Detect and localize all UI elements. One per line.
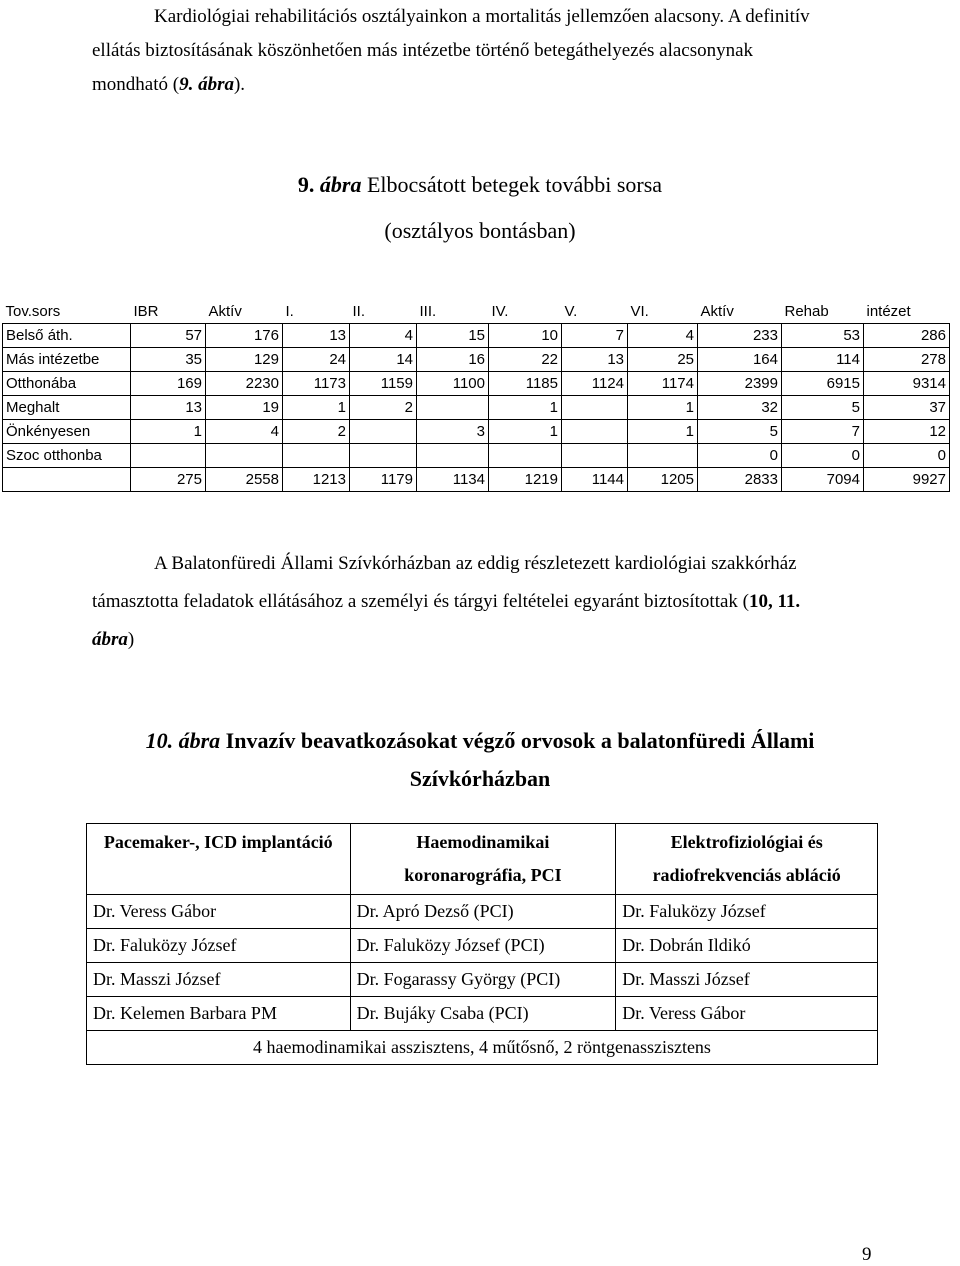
- table-cell: 25: [628, 348, 698, 372]
- fig9-label: ábra: [319, 172, 362, 197]
- table-cell: 2558: [206, 468, 283, 492]
- table-cell: Dr. Masszi József: [616, 963, 878, 997]
- table-cell: 278: [864, 348, 950, 372]
- table-cell: 53: [782, 324, 864, 348]
- table-cell: 32: [698, 396, 782, 420]
- table-cell: Dr. Kelemen Barbara PM: [87, 997, 351, 1031]
- row-label: Otthonába: [3, 372, 131, 396]
- table-cell: Dr. Veress Gábor: [87, 895, 351, 929]
- table-cell: 24: [283, 348, 350, 372]
- table-cell: 0: [782, 444, 864, 468]
- table-cell: [350, 444, 417, 468]
- fig10-title: Invazív beavatkozásokat végző orvosok a balatonfüredi Állami: [225, 728, 815, 753]
- table-cell: [628, 444, 698, 468]
- table-cell: 12: [864, 420, 950, 444]
- table-cell: 169: [131, 372, 206, 396]
- row-label: Önkényesen: [3, 420, 131, 444]
- table-cell: 1: [283, 396, 350, 420]
- row-label: Szoc otthonba: [3, 444, 131, 468]
- header-haemo-l2: koronarográfia, PCI: [404, 865, 562, 885]
- fig9-number: 9.: [297, 172, 315, 197]
- table-cell: 1100: [417, 372, 489, 396]
- table-cell: 1144: [562, 468, 628, 492]
- table-cell: 9314: [864, 372, 950, 396]
- table-cell: 9927: [864, 468, 950, 492]
- table-row: [3, 468, 950, 492]
- table1-header-row: [3, 300, 950, 324]
- table-cell: Dr. Fogarassy György (PCI): [350, 963, 616, 997]
- row-label: Belső áth.: [3, 324, 131, 348]
- table-cell: Dr. Veress Gábor: [616, 997, 878, 1031]
- table-cell: 57: [131, 324, 206, 348]
- column-header: III.: [419, 303, 437, 320]
- fig-reference-numbers: 10, 11.: [748, 591, 801, 612]
- table-cell: 2230: [206, 372, 283, 396]
- table-cell: 5: [698, 420, 782, 444]
- table-row: [87, 895, 878, 929]
- column-header: Tov.sors: [5, 303, 61, 320]
- fig9-caption: [0, 172, 960, 198]
- table2-footer-row: [87, 1031, 878, 1065]
- table-cell: 1213: [283, 468, 350, 492]
- header-haemo-l1: Haemodinamikai: [416, 832, 550, 852]
- table-cell: [562, 396, 628, 420]
- table-cell: 1: [489, 396, 562, 420]
- intro-line-3-end: ).: [233, 74, 246, 95]
- paragraph-2: [92, 545, 892, 659]
- fig-reference-label: ábra: [92, 629, 128, 650]
- column-header: IBR: [133, 303, 159, 320]
- table-cell: 2399: [698, 372, 782, 396]
- row-label: Meghalt: [3, 396, 131, 420]
- table-cell: 22: [489, 348, 562, 372]
- table-cell: 176: [206, 324, 283, 348]
- table-cell: [350, 420, 417, 444]
- table-cell: 1124: [562, 372, 628, 396]
- fig10-label: ábra: [178, 728, 221, 753]
- page-number: 9: [862, 1244, 872, 1265]
- table-cell: Dr. Apró Dezső (PCI): [350, 895, 616, 929]
- table-cell: 275: [131, 468, 206, 492]
- table-cell: 2: [350, 396, 417, 420]
- intro-line-3-text: mondható (: [92, 74, 180, 95]
- table-cell: 114: [782, 348, 864, 372]
- table-cell: [206, 444, 283, 468]
- table-cell: 4: [628, 324, 698, 348]
- table-cell: 1205: [628, 468, 698, 492]
- table-cell: [417, 444, 489, 468]
- table-cell: 4: [350, 324, 417, 348]
- table-cell: 129: [206, 348, 283, 372]
- table-row: [3, 324, 950, 348]
- table-row: [87, 929, 878, 963]
- table-cell: 2833: [698, 468, 782, 492]
- table-row: [87, 963, 878, 997]
- table-cell: Dr. Faluközy József (PCI): [350, 929, 616, 963]
- table-cell: [417, 396, 489, 420]
- table-cell: 7: [782, 420, 864, 444]
- table-cell: Dr. Faluközy József: [616, 895, 878, 929]
- p2-line-3-end: ): [127, 629, 135, 650]
- table-cell: 37: [864, 396, 950, 420]
- table-cell: 6915: [782, 372, 864, 396]
- fig10-number: 10.: [145, 728, 174, 753]
- table-cell: 13: [562, 348, 628, 372]
- fig10-subtitle: Szívkórházban: [409, 766, 551, 791]
- table-row: [3, 396, 950, 420]
- intro-line-3: [92, 68, 912, 102]
- header-ep-l1: Elektrofiziológiai és: [670, 832, 823, 852]
- table-cell: 1: [628, 396, 698, 420]
- table-cell: [489, 444, 562, 468]
- header-pacemaker: [87, 824, 351, 895]
- table-cell: 14: [350, 348, 417, 372]
- discharge-table: [2, 300, 950, 492]
- table-cell: 13: [283, 324, 350, 348]
- fig9-subtitle: (osztályos bontásban): [384, 218, 576, 243]
- table-cell: Dr. Dobrán Ildikó: [616, 929, 878, 963]
- intro-line-1: Kardiológiai rehabilitációs osztályainkon a mortalitás jellemzően alacsony. A definitív: [154, 6, 810, 27]
- column-header: Rehab: [784, 303, 829, 320]
- table-cell: Dr. Masszi József: [87, 963, 351, 997]
- table-cell: [131, 444, 206, 468]
- p2-line-1: A Balatonfüredi Állami Szívkórházban az eddig részletezett kardiológiai szakkórház: [154, 553, 797, 574]
- table-cell: [562, 444, 628, 468]
- table-row: [3, 420, 950, 444]
- p2-line-2-text: támasztotta feladatok ellátásához a személyi és tárgyi feltételei egyaránt biztosítottak (: [92, 591, 749, 612]
- table-cell: 19: [206, 396, 283, 420]
- table-cell: 15: [417, 324, 489, 348]
- table-cell: [283, 444, 350, 468]
- table-row: [3, 444, 950, 468]
- column-header: VI.: [630, 303, 649, 320]
- table-cell: 16: [417, 348, 489, 372]
- intro-line-2: ellátás biztosításának köszönhetően más intézetbe történő betegáthelyezés alacsonynak: [92, 40, 754, 61]
- intro-paragraph: [92, 0, 912, 102]
- header-electrophysiology: [616, 824, 878, 895]
- column-header: I.: [285, 303, 294, 320]
- table-cell: 233: [698, 324, 782, 348]
- header-haemodynamics: [350, 824, 616, 895]
- table-cell: 4: [206, 420, 283, 444]
- fig10-caption: [0, 728, 960, 754]
- table-cell: 7: [562, 324, 628, 348]
- table-cell: 10: [489, 324, 562, 348]
- table-row: [3, 348, 950, 372]
- header-pacemaker-text: Pacemaker-, ICD implantáció: [103, 832, 333, 852]
- table-cell: 1173: [283, 372, 350, 396]
- column-header: Aktív: [700, 303, 734, 320]
- p2-line-2: [92, 583, 892, 621]
- table-cell: 35: [131, 348, 206, 372]
- row-label: Más intézetbe: [3, 348, 131, 372]
- column-header: V.: [564, 303, 578, 320]
- table-cell: 1219: [489, 468, 562, 492]
- column-header: intézet: [866, 303, 911, 320]
- staff-summary: 4 haemodinamikai asszisztens, 4 műtősnő, 2 röntgenasszisztens: [87, 1031, 878, 1065]
- table-cell: 1: [489, 420, 562, 444]
- fig-reference: 9. ábra: [179, 74, 234, 95]
- table-cell: 2: [283, 420, 350, 444]
- header-ep-l2: radiofrekvenciás abláció: [652, 865, 841, 885]
- table-cell: Dr. Bujáky Csaba (PCI): [350, 997, 616, 1031]
- table-row: [87, 997, 878, 1031]
- table2-header-row: [87, 824, 878, 895]
- table-cell: 286: [864, 324, 950, 348]
- table-cell: 13: [131, 396, 206, 420]
- table-row: [3, 372, 950, 396]
- table-cell: 3: [417, 420, 489, 444]
- table-cell: 7094: [782, 468, 864, 492]
- table-cell: [562, 420, 628, 444]
- table-cell: 0: [864, 444, 950, 468]
- table-cell: 1159: [350, 372, 417, 396]
- fig9-title: Elbocsátott betegek további sorsa: [366, 172, 663, 197]
- table-cell: 1: [628, 420, 698, 444]
- column-header: II.: [352, 303, 366, 320]
- physicians-table: [86, 823, 878, 1065]
- table-cell: 164: [698, 348, 782, 372]
- column-header: IV.: [491, 303, 509, 320]
- column-header: Aktív: [208, 303, 242, 320]
- table-cell: 5: [782, 396, 864, 420]
- table-cell: Dr. Faluközy József: [87, 929, 351, 963]
- table-cell: 1179: [350, 468, 417, 492]
- table-cell: 1174: [628, 372, 698, 396]
- table-cell: 1134: [417, 468, 489, 492]
- row-label: [3, 468, 131, 492]
- p2-line-3: [92, 621, 892, 659]
- table-cell: 1: [131, 420, 206, 444]
- table-cell: 1185: [489, 372, 562, 396]
- table-cell: 0: [698, 444, 782, 468]
- fig10-subtitle-wrap: [0, 766, 960, 792]
